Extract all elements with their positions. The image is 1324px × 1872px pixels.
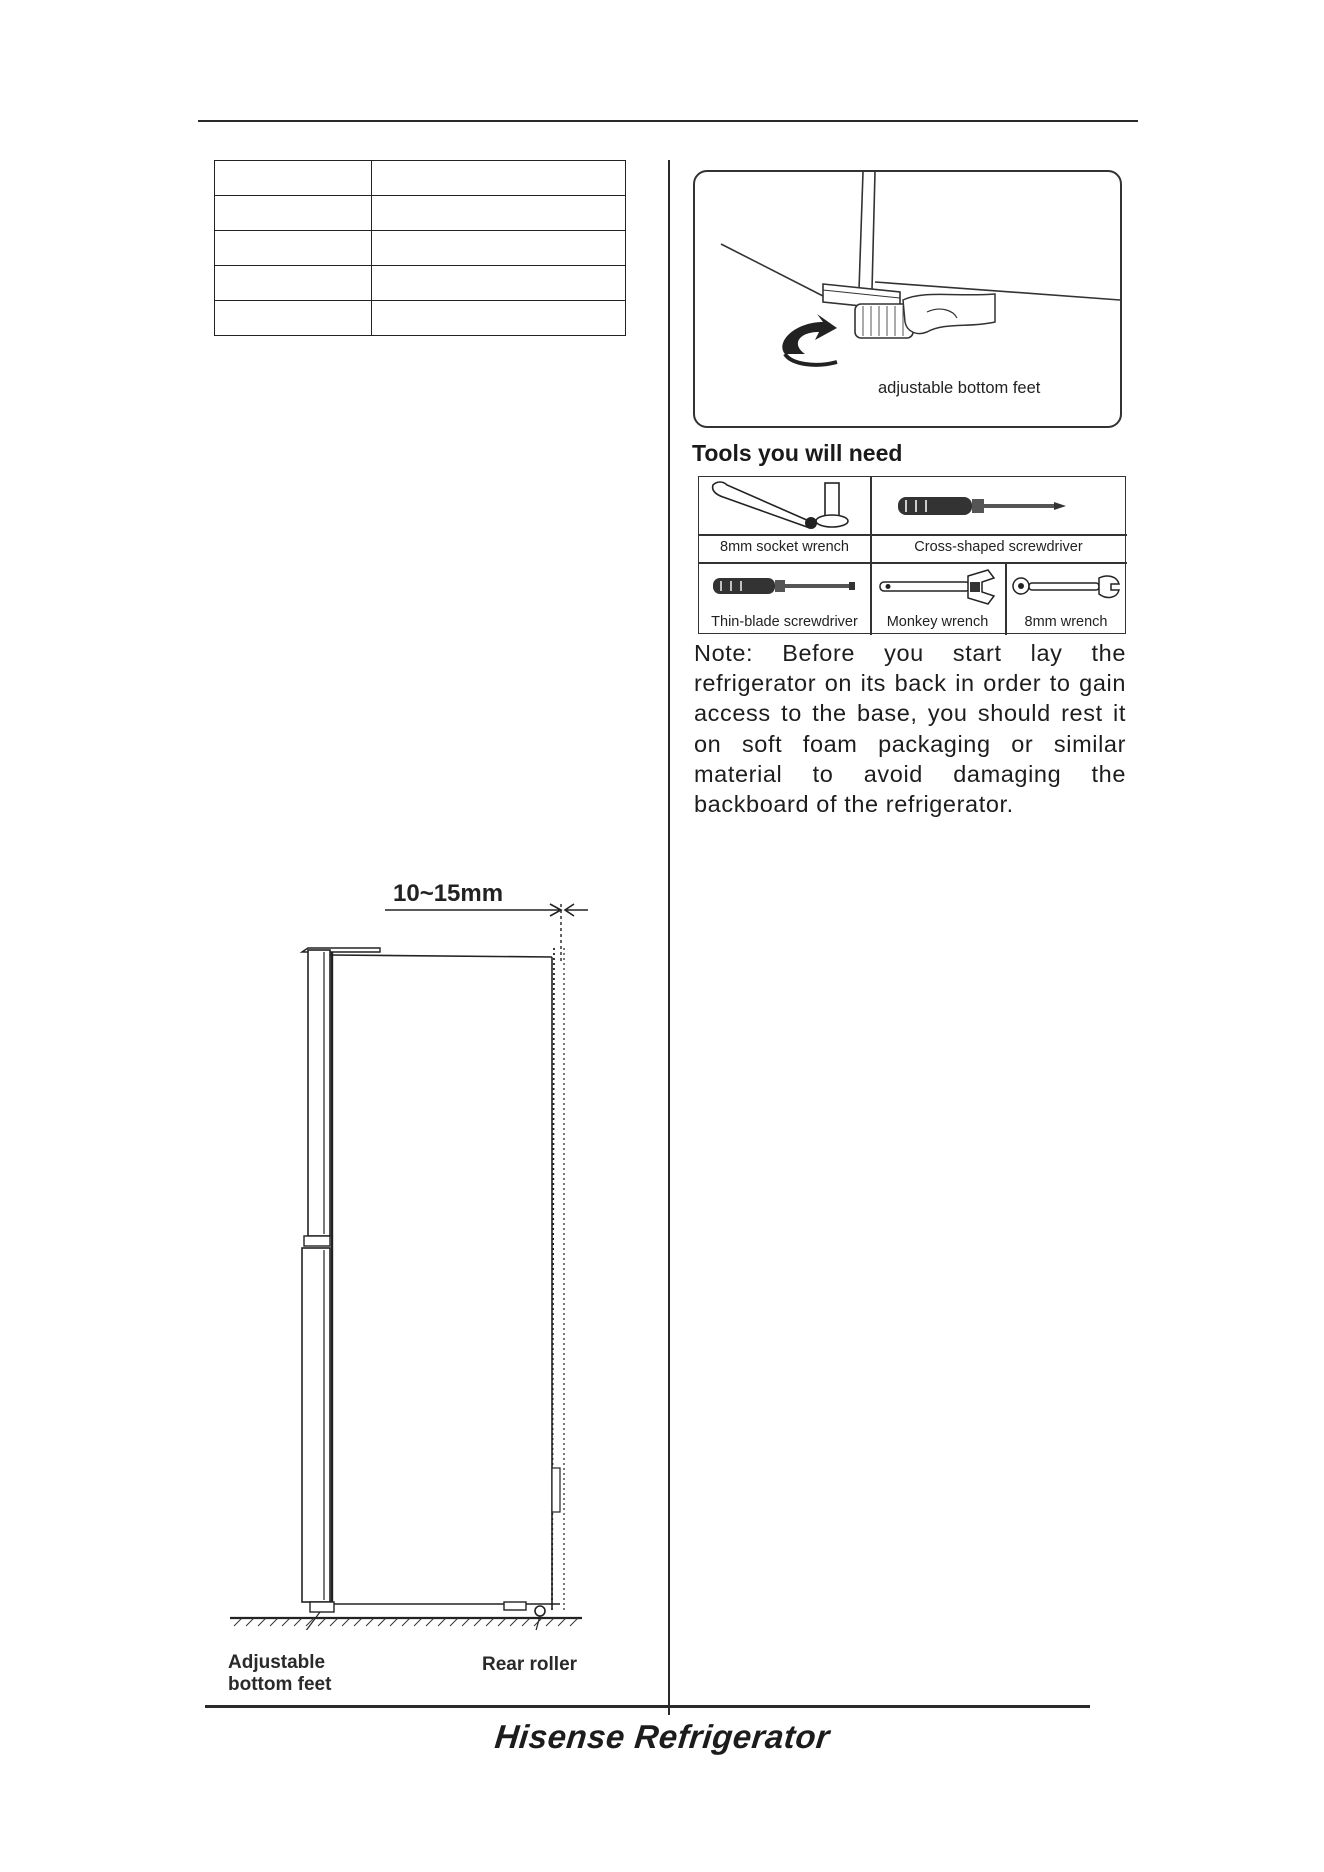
brand-text: Hisense Refrigerator — [492, 1718, 832, 1755]
table-row — [215, 266, 626, 301]
feet-caption: adjustable bottom feet — [878, 379, 1041, 397]
socket-wrench-icon — [699, 477, 870, 534]
rear-roller — [535, 1606, 545, 1616]
header-rule — [198, 120, 1138, 122]
rear-roller-label: Rear roller — [482, 1654, 578, 1675]
table-cell — [372, 266, 626, 301]
gap-dimension-label: 10~15mm — [393, 880, 504, 907]
tool-label: 8mm socket wrench — [720, 539, 849, 555]
footer-rule — [205, 1705, 1090, 1708]
fridge-side-diagram — [230, 880, 590, 1630]
tool-flat-screwdriver — [699, 562, 870, 635]
table-cell — [372, 161, 626, 196]
table-row — [215, 301, 626, 336]
cross-screwdriver-icon — [870, 477, 1127, 534]
tool-cross-screwdriver — [870, 477, 1127, 562]
door-gap — [304, 1236, 330, 1246]
tool-monkey-wrench — [870, 562, 1005, 635]
table-cell — [372, 231, 626, 266]
blank-spec-table — [214, 160, 626, 336]
brand-footer — [0, 1718, 1324, 1756]
flat-screwdriver-icon — [699, 562, 870, 612]
floor-hatching — [234, 1618, 578, 1626]
adjustable-feet-label-line2: bottom feet — [228, 1674, 332, 1695]
column-divider — [668, 160, 670, 1715]
fridge-top-edge — [330, 955, 552, 957]
tool-label: Cross-shaped screwdriver — [914, 539, 1083, 555]
monkey-wrench-icon — [870, 562, 1005, 612]
table-cell — [215, 231, 372, 266]
rear-compressor — [552, 1468, 560, 1512]
fridge-door — [302, 1248, 330, 1602]
tools-grid — [698, 476, 1126, 634]
tool-label: 8mm wrench — [1024, 614, 1108, 630]
tools-heading: Tools you will need — [692, 440, 903, 466]
adjustable-feet-illustration — [693, 170, 1122, 428]
wrench-icon — [1005, 562, 1127, 612]
table-cell — [372, 196, 626, 231]
table-cell — [215, 301, 372, 336]
freezer-door — [308, 950, 330, 1236]
adjustable-feet-label-line1: Adjustable — [228, 1652, 326, 1673]
feet-leader-line — [290, 1612, 320, 1630]
table-row — [215, 161, 626, 196]
adjustable-feet-label — [228, 1652, 331, 1696]
table-cell — [215, 161, 372, 196]
table-cell — [372, 301, 626, 336]
table-row — [215, 231, 626, 266]
tool-label: Thin-blade screwdriver — [711, 614, 858, 630]
table-cell — [215, 196, 372, 231]
tool-socket-wrench — [699, 477, 870, 562]
table-row — [215, 196, 626, 231]
tool-wrench — [1005, 562, 1127, 635]
table-cell — [215, 266, 372, 301]
adjustable-foot — [310, 1602, 334, 1612]
tool-label: Monkey wrench — [886, 614, 989, 630]
note-paragraph: Note: Before you start lay the refrigerator on its back in order to gain access to the base, you should rest it on soft foam packaging or similar material to avoid damaging the backboard of the refrigerator. — [694, 640, 1126, 818]
